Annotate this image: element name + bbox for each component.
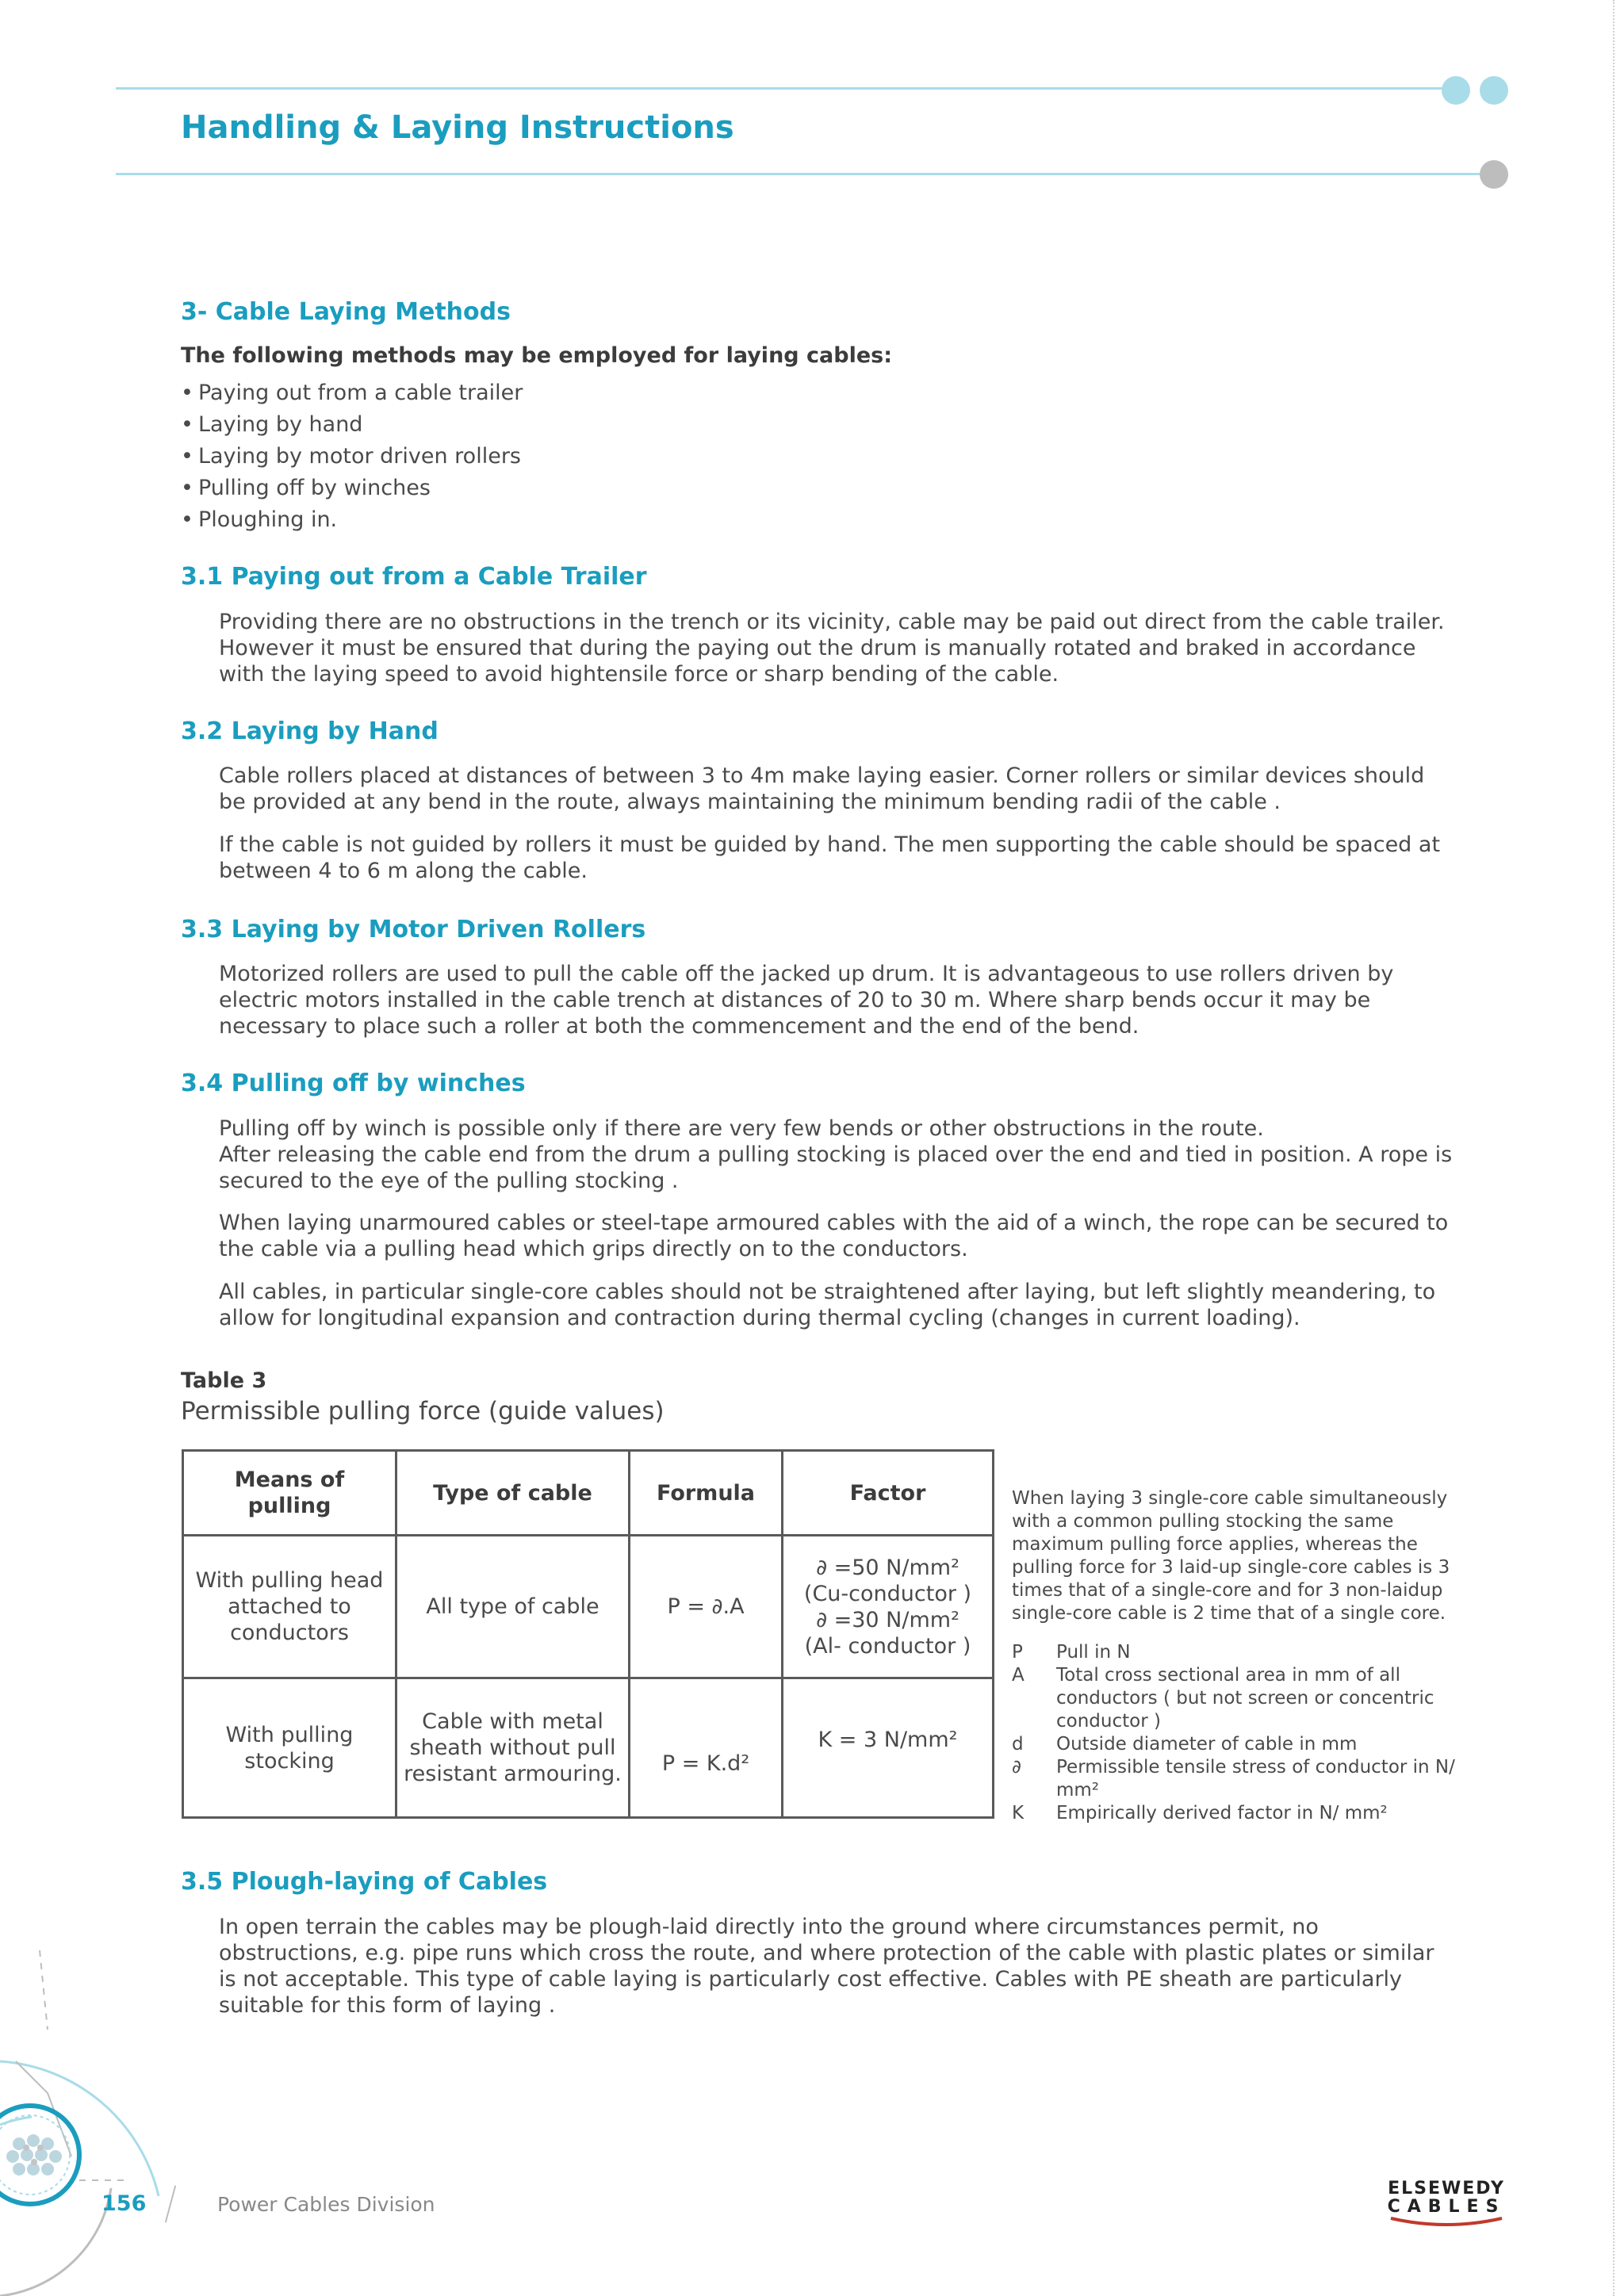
list-item: • Laying by motor driven rollers: [181, 441, 523, 473]
table-cell: [183, 1678, 396, 1818]
logo-line-2: CABLES: [1387, 2197, 1506, 2217]
legend-text: Permissible tensile stress of conductor in N/ mm²: [1056, 1757, 1455, 1800]
paragraph-line: After releasing the cable end from the drum a pulling stocking is placed over the end and tied in position. A rope is secured to the eye of the pulling stocking .: [219, 1142, 1453, 1193]
cell-line: stocking: [244, 1748, 335, 1774]
table-header: Factor: [783, 1451, 994, 1536]
header-rule-bottom: [116, 173, 1480, 175]
legend-text: Empirically derived factor in N/ mm²: [1056, 1803, 1388, 1823]
cell-line: resistant armouring.: [404, 1762, 622, 1786]
header-dot-1: [1442, 76, 1470, 105]
paragraph: Motorized rollers are used to pull the cable off the jacked up drum. It is advantageous to use rollers driven by electric motors installed in the cable trench at distances of 20 to 30 m. Where sharp bends occur it may be necessary to place such a roller at both the commencement and the end of the bend.: [219, 962, 1394, 1039]
legend-text: Total cross sectional area in mm of all conductors ( but not screen or concentric conductor ): [1056, 1665, 1434, 1732]
header-dot-2: [1480, 76, 1508, 105]
page-number: 156: [102, 2191, 147, 2216]
pulling-force-table: [182, 1449, 994, 1819]
symbol-legend: [1012, 1641, 1456, 1825]
cell-line: ∂ =30 N/mm²: [816, 1607, 959, 1632]
cell-line: With pulling: [225, 1722, 354, 1747]
paragraph: If the cable is not guided by rollers it must be guided by hand. The men supporting the cable should be spaced at between 4 to 6 m along the cable.: [219, 832, 1441, 883]
table-header: Type of cable: [396, 1451, 630, 1536]
right-edge-dots: [1613, 0, 1614, 2296]
cell-line: ∂ =50 N/mm²: [816, 1555, 959, 1580]
table-cell: P = K.d²: [630, 1678, 783, 1818]
table-label: Table 3: [181, 1368, 267, 1393]
table-cell: K = 3 N/mm²: [783, 1678, 994, 1818]
cell-line: (Cu-conductor ): [803, 1581, 972, 1606]
cell-line: attached to: [228, 1594, 351, 1619]
legend-text: Pull in N: [1056, 1642, 1131, 1663]
table-subtitle: Permissible pulling force (guide values): [181, 1397, 665, 1425]
section-heading-3-1: 3.1 Paying out from a Cable Trailer: [181, 563, 647, 591]
paragraph: Cable rollers placed at distances of between 3 to 4m make laying easier. Corner rollers or similar devices should be provided at any bend in the route, always maintaining the minimum bending radii of the cable .: [219, 763, 1425, 814]
cell-line: sheath without pull: [409, 1735, 616, 1760]
paragraph: All cables, in particular single-core cables should not be straightened after laying, but left slightly meandering, to allow for longitudinal expansion and contraction during thermal cycling (changes in current loading).: [219, 1280, 1436, 1330]
cable-cross-section-graphic: [0, 1919, 206, 2296]
page-title: Handling & Laying Instructions: [181, 109, 734, 146]
cell-line: Cable with metal: [422, 1709, 603, 1734]
list-item: • Paying out from a cable trailer: [181, 377, 523, 409]
paragraph: [219, 1115, 1456, 1194]
section-heading-3-2: 3.2 Laying by Hand: [181, 718, 439, 745]
section-heading-3-3: 3.3 Laying by Motor Driven Rollers: [181, 916, 646, 943]
paragraph: In open terrain the cables may be plough-laid directly into the ground where circumstances permit, no obstructions, e.g. pipe runs which cross the route, and where protection of the cable with plastic plates or similar is not acceptable. This type of cable laying is particularly cost effective. Cables with PE sheath are particularly suitable for this form of laying .: [219, 1915, 1434, 2018]
section-heading-3-5: 3.5 Plough-laying of Cables: [181, 1868, 548, 1896]
legend-row: [1012, 1641, 1456, 1664]
list-item: • Ploughing in.: [181, 504, 523, 536]
table-header-row: [183, 1451, 994, 1536]
legend-row: [1012, 1756, 1456, 1802]
table-cell: [396, 1678, 630, 1818]
footer-division: Power Cables Division: [217, 2193, 435, 2216]
logo-swoosh: [1383, 2217, 1510, 2228]
logo-line-1: ELSEWEDY: [1388, 2179, 1505, 2198]
header-dot-grey: [1480, 160, 1508, 189]
cell-line: (Al- conductor ): [804, 1633, 971, 1659]
legend-row: [1012, 1802, 1456, 1825]
legend-symbol: d: [1012, 1734, 1024, 1755]
legend-symbol: ∂: [1012, 1757, 1021, 1777]
section-heading-3: 3- Cable Laying Methods: [181, 298, 511, 326]
cell-line: conductors: [230, 1621, 349, 1645]
section-heading-3-4: 3.4 Pulling off by winches: [181, 1070, 526, 1097]
legend-symbol: K: [1012, 1803, 1025, 1823]
table-cell: [783, 1536, 994, 1678]
table-row: [183, 1536, 994, 1678]
methods-list: [181, 377, 523, 536]
table-header: Formula: [630, 1451, 783, 1536]
header-rule-top: [116, 87, 1451, 90]
paragraph: Providing there are no obstructions in the trench or its vicinity, cable may be paid out direct from the cable trailer. However it must be ensured that during the paying out the drum is manually rotated and braked in accordance with the laying speed to avoid hightensile force or sharp bending of the cable.: [219, 610, 1445, 687]
list-item: • Laying by hand: [181, 409, 523, 441]
legend-symbol: A: [1012, 1665, 1025, 1686]
cell-line: With pulling head: [195, 1568, 384, 1593]
table-cell: All type of cable: [396, 1536, 630, 1678]
company-logo: [1380, 2179, 1513, 2228]
table-side-note: When laying 3 single-core cable simultaneously with a common pulling stocking the same maximum pulling force applies, whereas the pulling force for 3 laid-up single-core cables is 3 times that of a single-core and for 3 non-laidup single-core cable is 2 time that of a single core.: [1012, 1488, 1450, 1624]
legend-row: [1012, 1664, 1456, 1733]
paragraph: When laying unarmoured cables or steel-tape armoured cables with the aid of a winch, the rope can be secured to the cable via a pulling head which grips directly on to the conductors.: [219, 1211, 1449, 1261]
table-header: Means of pulling: [183, 1451, 396, 1536]
table-cell: [183, 1536, 396, 1678]
paragraph-line: Pulling off by winch is possible only if there are very few bends or other obstructions in the route.: [219, 1116, 1264, 1141]
table-row: [183, 1678, 994, 1818]
legend-text: Outside diameter of cable in mm: [1056, 1734, 1358, 1755]
legend-symbol: P: [1012, 1642, 1023, 1663]
legend-row: [1012, 1733, 1456, 1756]
table-cell: P = ∂.A: [630, 1536, 783, 1678]
section-lead: The following methods may be employed for laying cables:: [181, 343, 892, 368]
list-item: • Pulling off by winches: [181, 473, 523, 504]
